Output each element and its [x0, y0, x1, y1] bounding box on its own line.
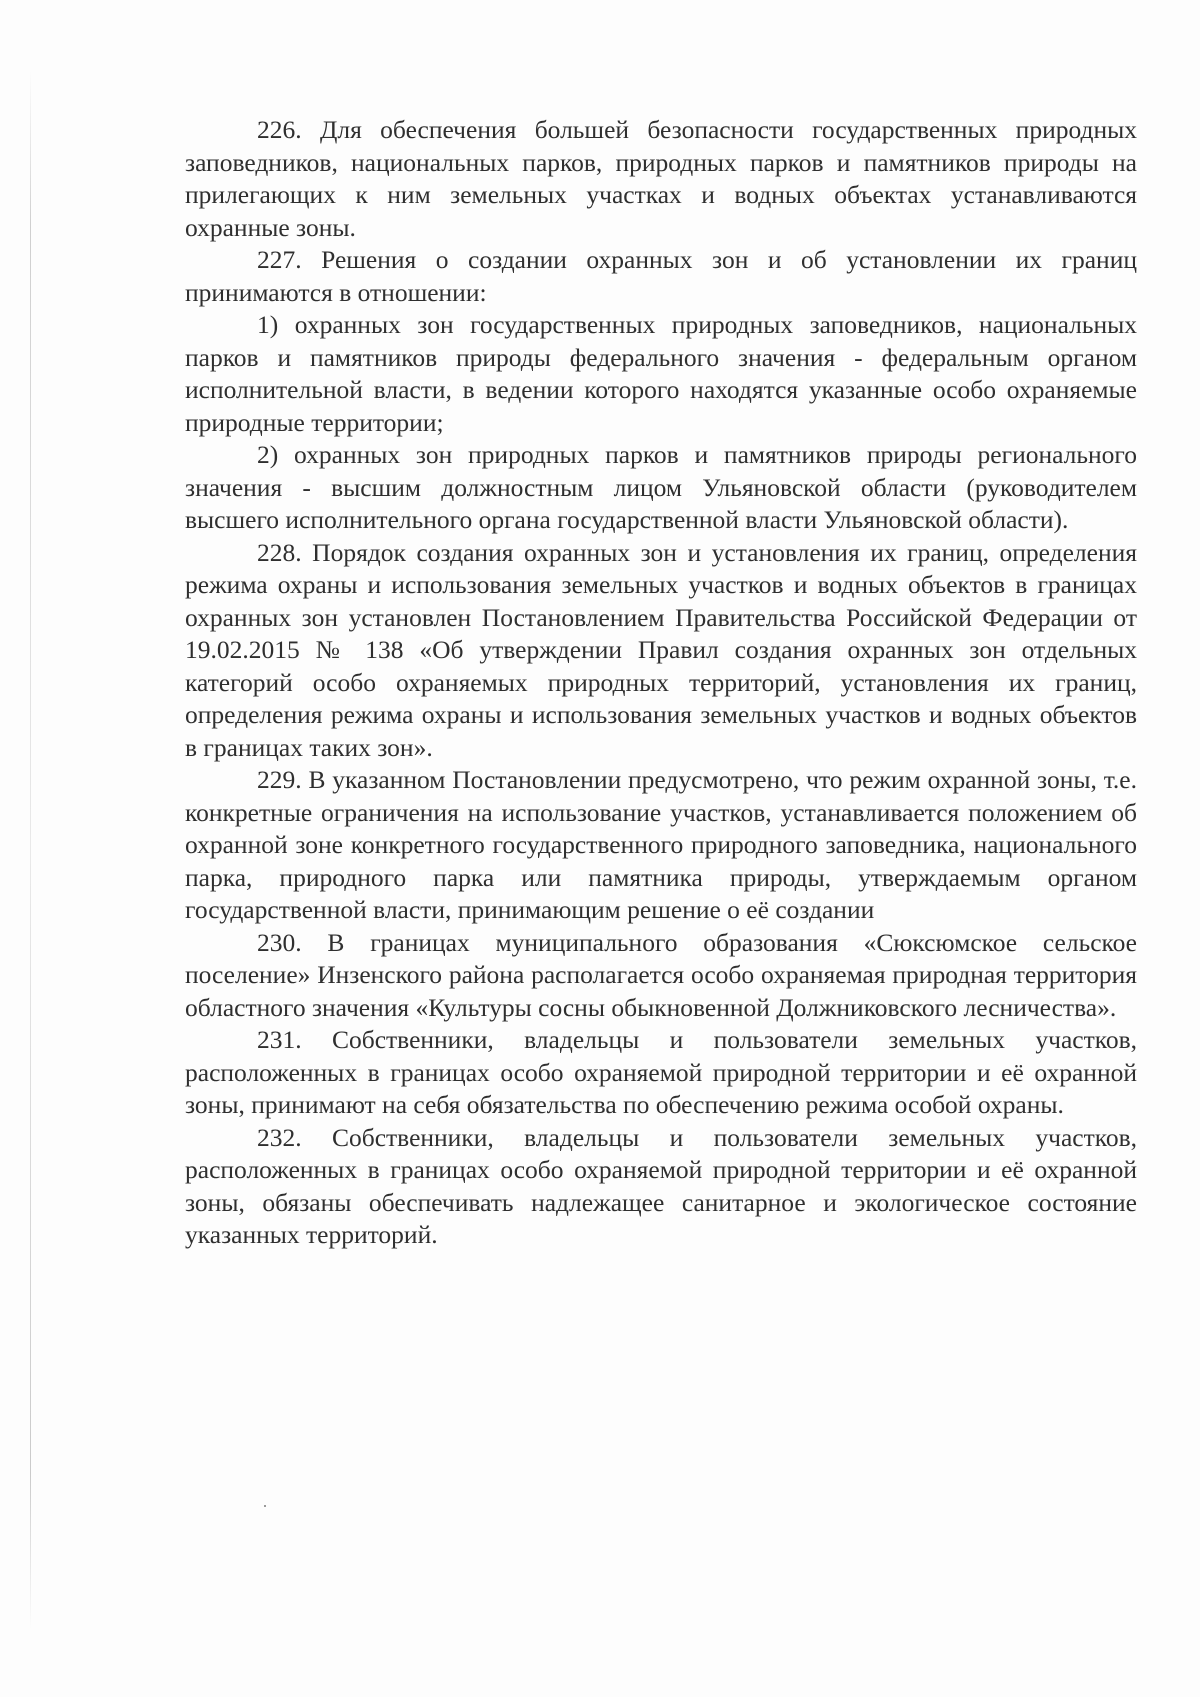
paragraph-227-item-1: 1) охранных зон государственных природных заповедников, национальных парков и памятников природы федерального значения - федеральным органом исполнительной власти, в ведении которого находятся указанные особо охраняемые природные территории;	[185, 310, 1137, 437]
paragraph-228: 228. Порядок создания охранных зон и установления их границ, определения режима охраны и использования земельных участков и водных объектов в границах охранных зон установлен Постановлением Правительства Российской Федерации от 19.02.2015 № 138 «Об утверждении Правил создания охранных зон отдельных категорий особо охраняемых природных территорий, установления их границ, определения режима охраны и использования земельных участков и водных объектов в границах таких зон».	[185, 537, 1137, 762]
paragraph-231: 231. Собственники, владельцы и пользователи земельных участков, расположенных в границах особо охраняемой природной территории и её охранной зоны, принимают на себя обязательства по обеспечению режима особой охраны.	[185, 1025, 1137, 1119]
paragraph-227-item-2: 2) охранных зон природных парков и памятников природы регионального значения - высшим должностным лицом Ульяновской области (руководителем высшего исполнительного органа государственной власти Ульяновской области).	[185, 440, 1137, 534]
paragraph-229: 229. В указанном Постановлении предусмотрено, что режим охранной зоны, т.е. конкретные ограничения на использование участков, устанавливается положением об охранной зоне конкретного государственного природного заповедника, национального парка, природного парка или памятника природы, утверждаемым органом государственной власти, принимающим решение о её создании	[185, 765, 1137, 924]
paragraph-232: 232. Собственники, владельцы и пользователи земельных участков, расположенных в границах особо охраняемой природной территории и её охранной зоны, обязаны обеспечивать надлежащее санитарное и экологическое состояние указанных территорий.	[185, 1122, 1137, 1249]
document-body	[185, 114, 1137, 1252]
paragraph-227: 227. Решения о создании охранных зон и об установлении их границ принимаются в отношении:	[185, 245, 1137, 307]
scan-edge-line	[30, 70, 31, 1630]
scan-speck	[264, 1505, 266, 1507]
paragraph-226: 226. Для обеспечения большей безопасности государственных природных заповедников, национальных парков, природных парков и памятников природы на прилегающих к ним земельных участках и водных объектах устанавливаются охранные зоны.	[185, 115, 1137, 242]
paragraph-230: 230. В границах муниципального образования «Сюксюмское сельское поселение» Инзенского района располагается особо охраняемая природная территория областного значения «Культуры сосны обыкновенной Должниковского лесничества».	[185, 927, 1137, 1022]
